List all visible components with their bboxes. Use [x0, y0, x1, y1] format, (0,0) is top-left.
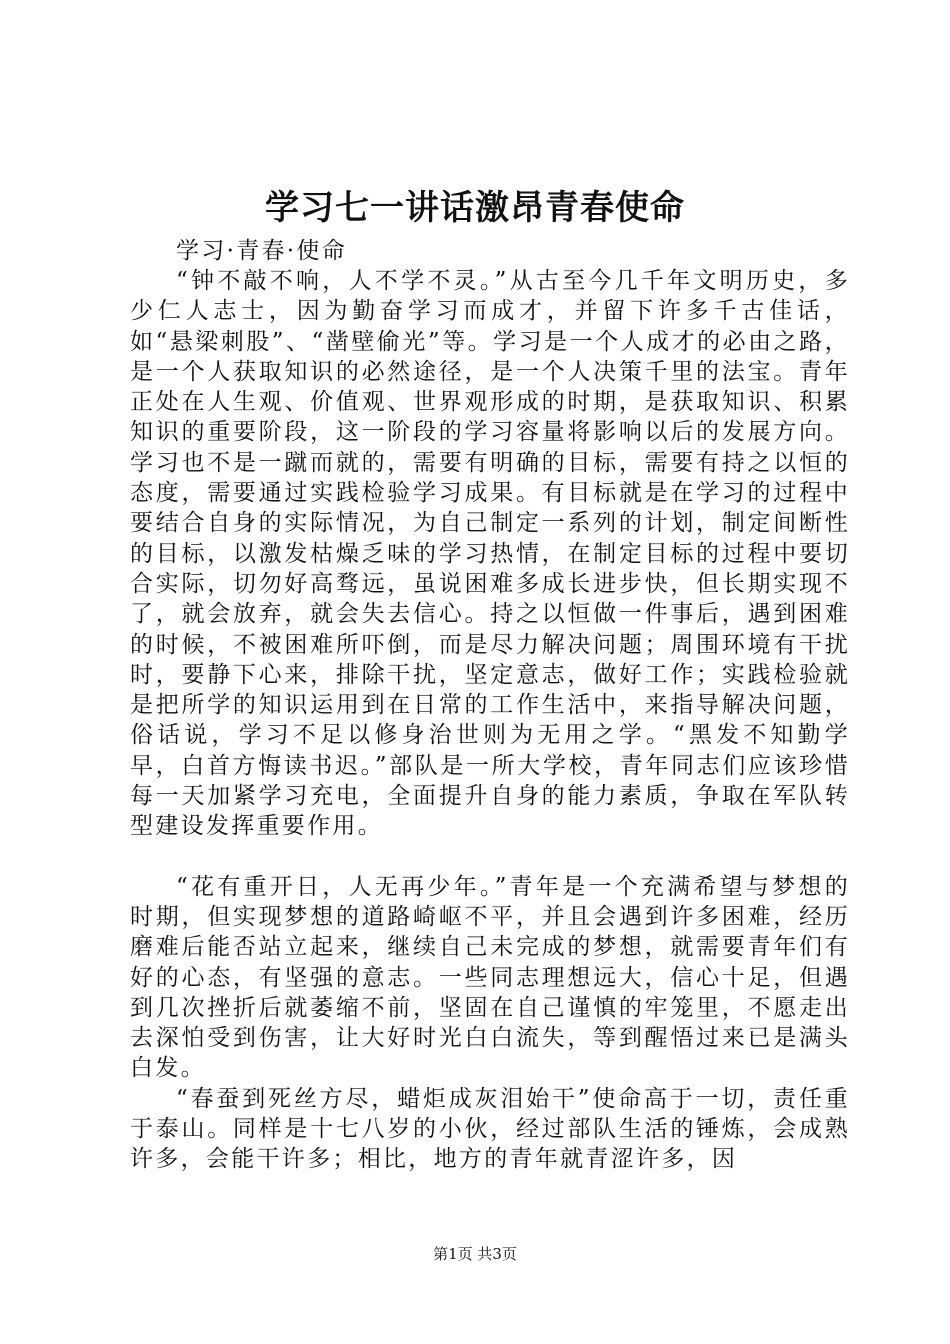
- document-subtitle: 学习·青春·使命: [176, 238, 348, 264]
- paragraph-youth: “花有重开日，人无再少年。”青年是一个充满希望与梦想的时期，但实现梦想的道路崎岖不平，并且会遇到许多困难，经历磨难后能否站立起来，继续自己未完成的梦想，就需要青年们有好的心态，有坚强的意志。一些同志理想远大，信心十足，但遇到几次挫折后就萎缩不前，坚固在自己谨慎的牢笼里，不愿走出去深怕受到伤害，让大好时光白白流失，等到醒悟过来已是满头白发。: [130, 873, 850, 1082]
- paragraph-mission: “春蚕到死丝方尽，蜡炬成灰泪始干”使命高于一切，责任重于泰山。同样是十七八岁的小伙，经过部队生活的锤炼，会成熟许多，会能干许多；相比，地方的青年就青涩许多，因: [130, 1085, 850, 1173]
- page-number: 第1页 共3页: [433, 1245, 517, 1263]
- document-body: [130, 236, 850, 1175]
- paragraph-study: “钟不敲不响，人不学不灵。”从古至今几千年文明历史，多少仁人志士，因为勤奋学习而成才，并留下许多千古佳话，如“悬梁刺股”、“凿壁偷光”等。学习是一个人成才的必由之路，是一个人获取知识的必然途径，是一个人决策千里的法宝。青年正处在人生观、价值观、世界观形成的时期，是获取知识、积累知识的重要阶段，这一阶段的学习容量将影响以后的发展方向。学习也不是一蹴而就的，需要有明确的目标，需要有持之以恒的态度，需要通过实践检验学习成果。有目标就是在学习的过程中要结合自身的实际情况，为自己制定一系列的计划，制定间断性的目标，以激发枯燥乏味的学习热情，在制定目标的过程中要切合实际，切勿好高骛远，虽说困难多成长进步快，但长期实现不了，就会放弃，就会失去信心。持之以恒做一件事后，遇到困难的时候，不被困难所吓倒，而是尽力解决问题；周围环境有干扰时，要静下心来，排除干扰，坚定意志，做好工作；实践检验就是把所学的知识运用到在日常的工作生活中，来指导解决问题，俗话说，学习不足以修身治世则为无用之学。“黑发不知勤学早，白首方悔读书迟。”部队是一所大学校，青年同志们应该珍惜每一天加紧学习充电，全面提升自身的能力素质，争取在军队转型建设发挥重要作用。: [130, 268, 850, 840]
- document-title: 学习七一讲话激昂青春使命: [265, 188, 685, 228]
